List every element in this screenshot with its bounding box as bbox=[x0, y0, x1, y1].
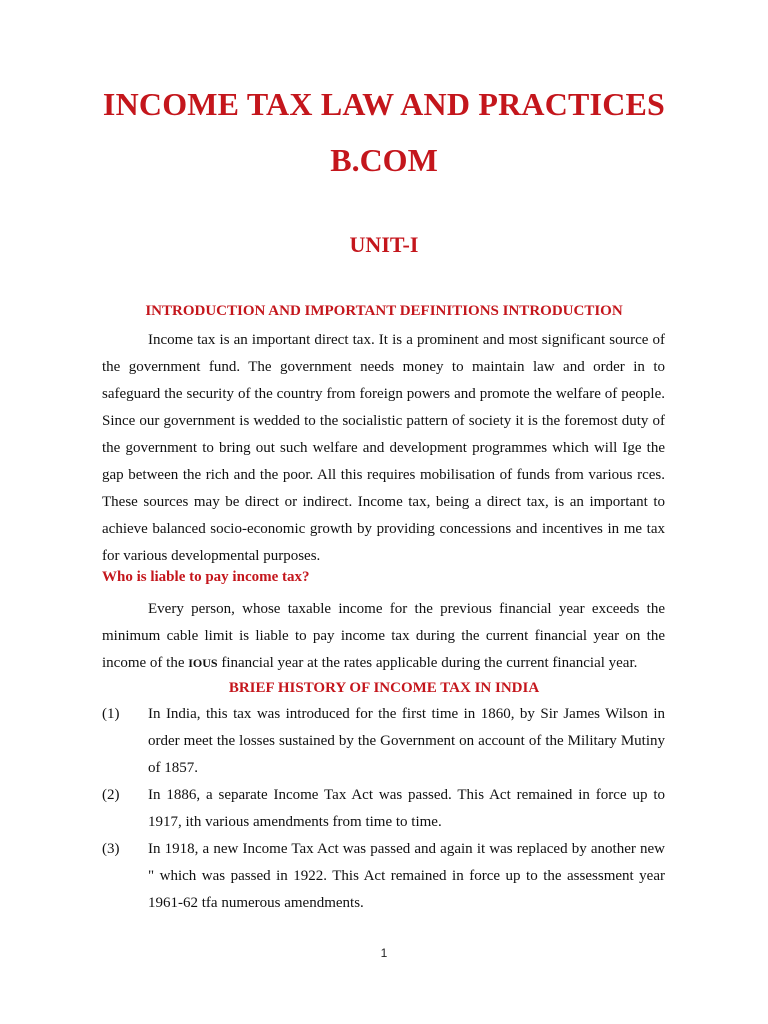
intro-paragraph: Income tax is an important direct tax. It is a prominent and most significant source of the government fund. The government needs money to maintain law and order in to safeguard the security of the country from foreign powers and promote the welfare of people. Since our government is wedded to the socialistic pattern of society it is the foremost duty of the government to bring out such welfare and development programmes which will Ige the gap between the rich and the poor. All this requires mobilisation of funds from various rces. These sources may be direct or indirect. Income tax, being a direct tax, is an important to achieve balanced socio-economic growth by providing concessions and incentives in me tax for various developmental purposes. bbox=[102, 332, 665, 564]
liability-text-before: Every person, whose taxable income for the previous financial year exceeds the minimum cable limit is liable to pay income tax during the current financial year on the income of the bbox=[102, 601, 665, 671]
liability-question: Who is liable to pay income tax? bbox=[102, 569, 310, 585]
history-item-number: (1) bbox=[102, 706, 120, 722]
liability-text-after: financial year at the rates applicable during the current financial year. bbox=[217, 655, 638, 671]
history-item-text: In 1886, a separate Income Tax Act was passed. This Act remained in force up to 1917, ith various amendments from time to time. bbox=[148, 787, 665, 830]
history-item-text: In 1918, a new Income Tax Act was passed and again it was replaced by another new " which was passed in 1922. This Act remained in force up to the assessment year 1961-62 tfa numerous amendments. bbox=[148, 841, 665, 911]
liability-paragraph bbox=[102, 596, 665, 677]
course-title: B.COM bbox=[330, 142, 438, 178]
history-item-number: (3) bbox=[102, 841, 120, 857]
history-heading: BRIEF HISTORY OF INCOME TAX IN INDIA bbox=[228, 680, 540, 696]
history-item-text: In India, this tax was introduced for the first time in 1860, by Sir James Wilson in order meet the losses sustained by the Government on account of the Military Mutiny of 1857. bbox=[148, 706, 665, 776]
page-number: 1 bbox=[380, 946, 388, 960]
liability-bold-word: IOUS bbox=[188, 656, 218, 670]
unit-title: UNIT-I bbox=[349, 232, 419, 257]
document-title: INCOME TAX LAW AND PRACTICES bbox=[102, 86, 666, 122]
history-item-number: (2) bbox=[102, 787, 120, 803]
intro-heading: INTRODUCTION AND IMPORTANT DEFINITIONS INTRODUCTION bbox=[145, 303, 623, 319]
